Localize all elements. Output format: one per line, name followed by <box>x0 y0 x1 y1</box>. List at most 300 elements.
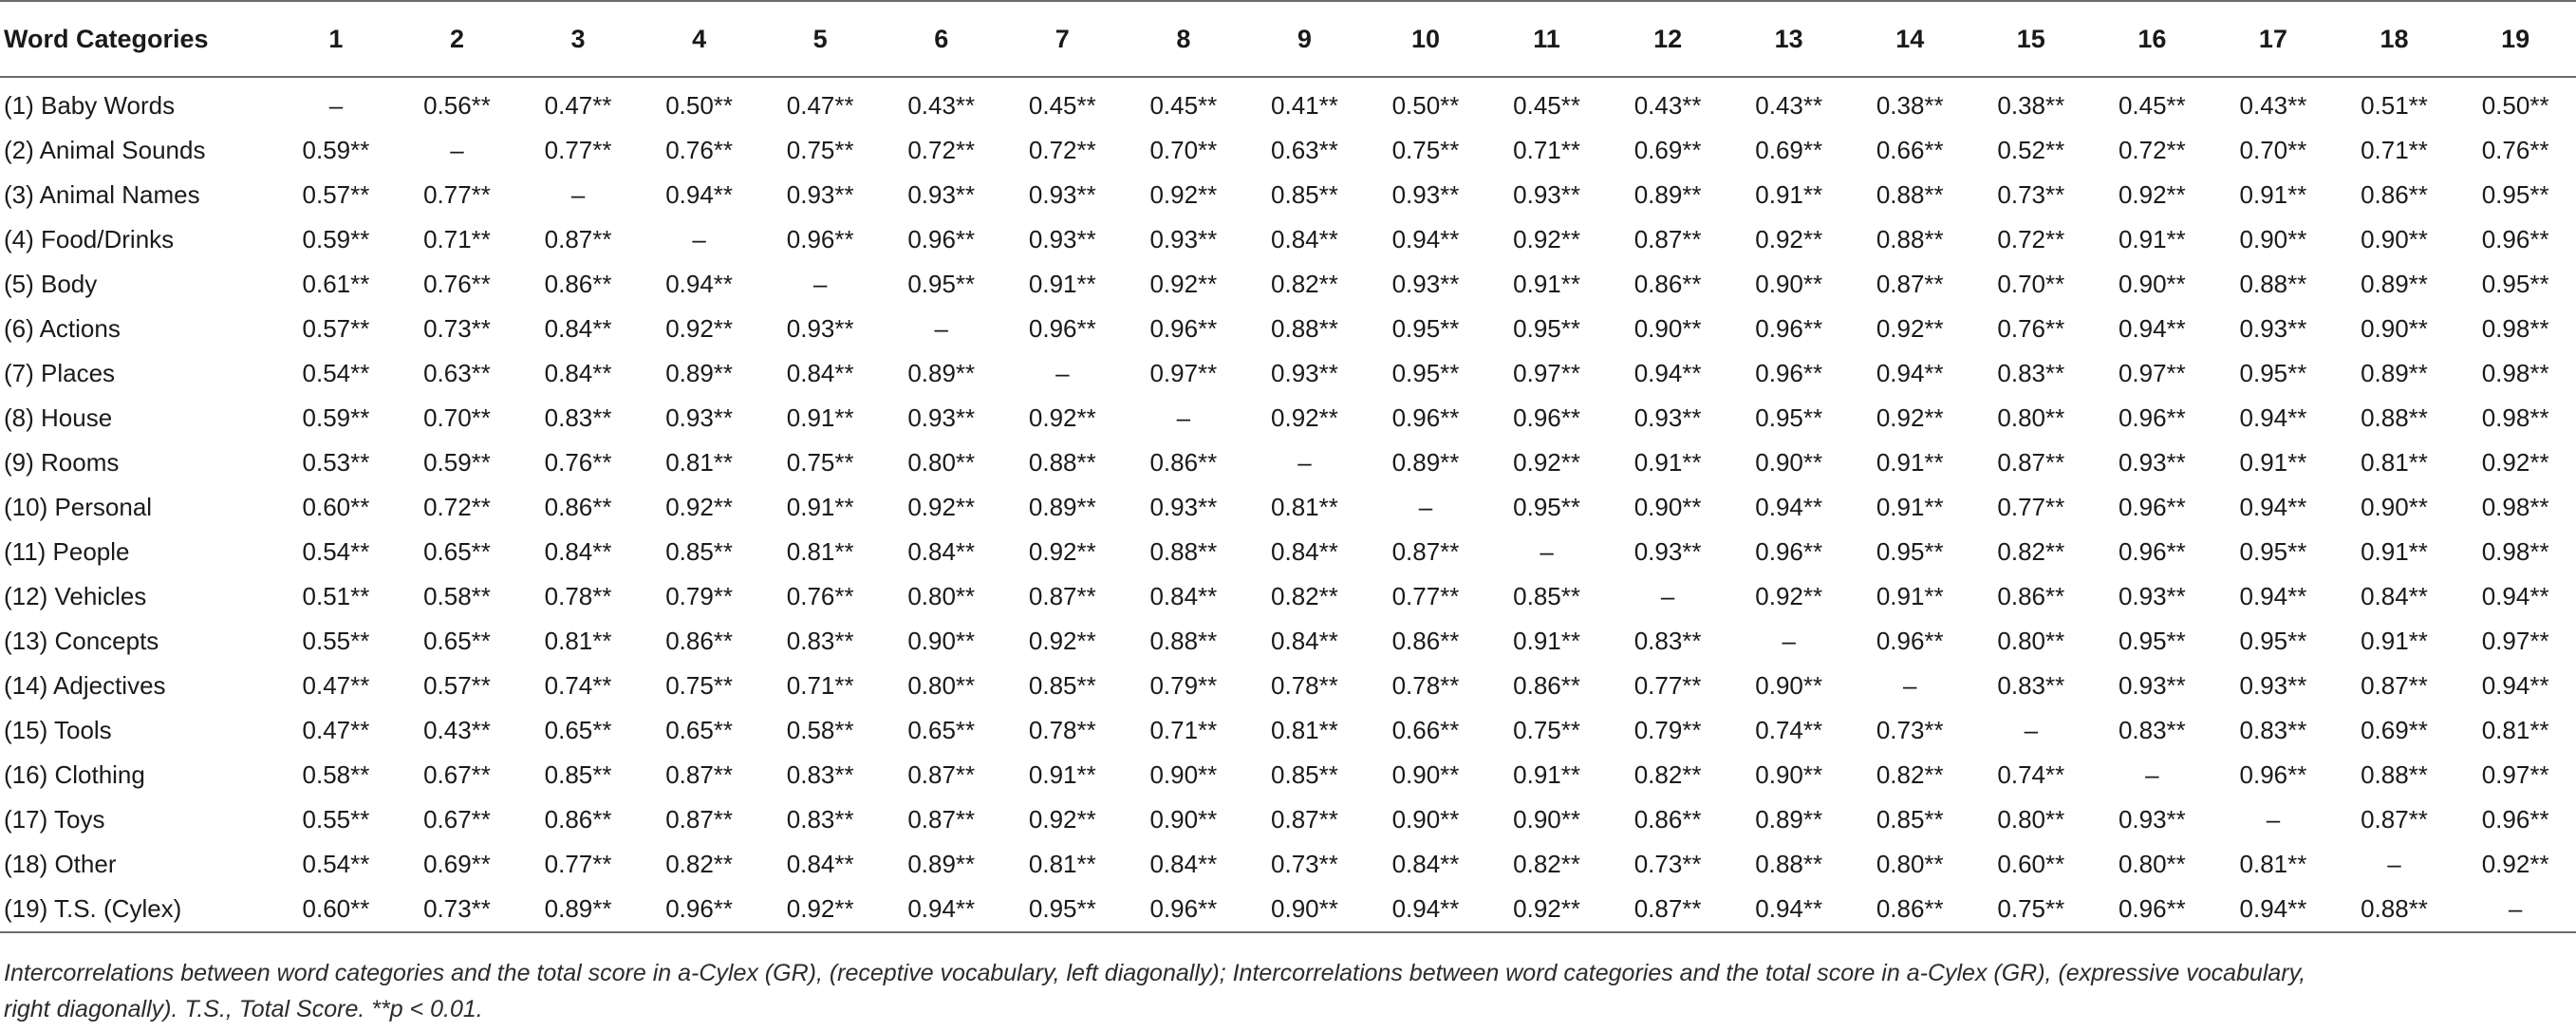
row-label: (8) House <box>4 403 113 432</box>
column-header-17: 17 <box>2212 1 2334 77</box>
correlation-cell: 0.95** <box>2239 627 2307 655</box>
correlation-cell: 0.93** <box>665 403 734 432</box>
table-row <box>0 842 2576 887</box>
correlation-cell: 0.84** <box>544 359 612 387</box>
correlation-cell: 0.91** <box>786 493 854 521</box>
table-row <box>0 77 2576 128</box>
correlation-cell: 0.72** <box>1028 136 1096 164</box>
table-row <box>0 217 2576 262</box>
column-header-12: 12 <box>1607 1 1728 77</box>
correlation-cell: 0.74** <box>1997 760 2065 789</box>
correlation-cell: 0.83** <box>786 760 854 789</box>
table-header <box>0 1 2576 77</box>
correlation-cell: 0.97** <box>2481 760 2549 789</box>
correlation-cell: 0.84** <box>1149 850 1218 878</box>
column-header-8: 8 <box>1123 1 1244 77</box>
correlation-cell: 0.92** <box>1149 270 1218 298</box>
correlation-cell: 0.69** <box>2361 716 2428 744</box>
correlation-cell: 0.80** <box>1876 850 1944 878</box>
correlation-cell: – <box>1055 359 1070 387</box>
correlation-cell: 0.90** <box>2118 270 2186 298</box>
correlation-cell: 0.91** <box>1633 448 1702 477</box>
row-label: (5) Body <box>4 270 98 298</box>
correlation-cell: 0.92** <box>1028 537 1096 566</box>
correlation-cell: 0.87** <box>1028 582 1096 610</box>
correlation-cell: 0.85** <box>544 760 612 789</box>
correlation-cell: 0.71** <box>786 671 854 700</box>
correlation-cell: 0.81** <box>786 537 854 566</box>
correlation-cell: 0.96** <box>2092 887 2213 932</box>
correlation-cell: 0.82** <box>1997 537 2065 566</box>
correlation-cell: 0.92** <box>1028 805 1096 834</box>
column-header-18: 18 <box>2334 1 2455 77</box>
correlation-cell: 0.94** <box>2239 493 2307 521</box>
correlation-cell: 0.84** <box>2361 582 2428 610</box>
footnote-line-2: right diagonally). T.S., Total Score. **p < 0.01. <box>4 996 483 1022</box>
correlation-cell: 0.43** <box>423 716 491 744</box>
correlation-cell: 0.66** <box>1876 136 1944 164</box>
row-label: (7) Places <box>4 359 116 387</box>
correlation-cell: 0.76** <box>786 582 854 610</box>
table-row <box>0 797 2576 842</box>
correlation-cell: 0.93** <box>2239 671 2307 700</box>
correlation-cell: 0.69** <box>1755 136 1823 164</box>
correlation-cell: 0.94** <box>1365 887 1486 932</box>
correlation-cell: 0.95** <box>2239 359 2307 387</box>
correlation-cell: 0.54** <box>302 537 370 566</box>
correlation-cell: 0.67** <box>423 760 491 789</box>
correlation-cell: 0.65** <box>665 716 734 744</box>
correlation-cell: 0.92** <box>1028 403 1096 432</box>
row-label: (9) Rooms <box>4 448 120 477</box>
correlation-cell: 0.65** <box>423 627 491 655</box>
correlation-cell: 0.75** <box>1970 887 2092 932</box>
column-header-13: 13 <box>1728 1 1850 77</box>
correlation-cell: – <box>934 314 948 343</box>
correlation-cell: 0.77** <box>1633 671 1702 700</box>
table-footnote <box>4 955 2567 1027</box>
row-label: (12) Vehicles <box>4 582 147 610</box>
correlation-cell: 0.83** <box>1633 627 1702 655</box>
correlation-cell: 0.78** <box>1028 716 1096 744</box>
correlation-cell: 0.98** <box>2481 314 2549 343</box>
correlation-cell: 0.83** <box>1997 671 2065 700</box>
correlation-cell: 0.84** <box>1391 850 1460 878</box>
correlation-cell: 0.93** <box>2118 582 2186 610</box>
correlation-cell: 0.77** <box>544 850 612 878</box>
correlation-cell: 0.81** <box>1028 850 1096 878</box>
correlation-cell: 0.87** <box>1633 225 1702 253</box>
correlation-cell: 0.75** <box>786 448 854 477</box>
correlation-cell: 0.50** <box>665 91 734 120</box>
correlation-cell: 0.75** <box>665 671 734 700</box>
correlation-cell: 0.83** <box>544 403 612 432</box>
correlation-cell: 0.91** <box>1876 582 1944 610</box>
correlation-cell: 0.91** <box>1513 627 1580 655</box>
correlation-cell: 0.59** <box>302 136 370 164</box>
correlation-cell: 0.90** <box>1149 760 1218 789</box>
column-header-16: 16 <box>2092 1 2213 77</box>
correlation-cell: – <box>1903 671 1917 700</box>
correlation-cell: 0.78** <box>1271 671 1338 700</box>
correlation-cell: 0.47** <box>786 91 854 120</box>
correlation-cell: 0.95** <box>1002 887 1124 932</box>
table-row <box>0 708 2576 753</box>
correlation-cell: 0.86** <box>1513 671 1580 700</box>
correlation-cell: 0.93** <box>786 314 854 343</box>
correlation-cell: 0.88** <box>1755 850 1823 878</box>
correlation-cell: 0.92** <box>2118 180 2186 209</box>
correlation-cell: 0.93** <box>2118 448 2186 477</box>
correlation-cell: 0.95** <box>2481 270 2549 298</box>
correlation-cell: 0.77** <box>544 136 612 164</box>
column-header-7: 7 <box>1002 1 1124 77</box>
correlation-cell: 0.82** <box>665 850 734 878</box>
correlation-cell: 0.93** <box>2239 314 2307 343</box>
correlation-cell: 0.63** <box>423 359 491 387</box>
correlation-cell: 0.90** <box>907 627 976 655</box>
correlation-cell: 0.96** <box>639 887 760 932</box>
column-header-2: 2 <box>397 1 518 77</box>
table-row <box>0 396 2576 441</box>
correlation-cell: 0.47** <box>302 716 370 744</box>
table-row <box>0 351 2576 396</box>
correlation-cell: 0.89** <box>1028 493 1096 521</box>
correlation-cell: 0.86** <box>1633 270 1702 298</box>
correlation-cell: 0.75** <box>1513 716 1580 744</box>
correlation-cell: 0.73** <box>1876 716 1944 744</box>
correlation-cell: 0.70** <box>2239 136 2307 164</box>
row-label: (18) Other <box>4 850 117 878</box>
correlation-cell: 0.92** <box>2481 850 2549 878</box>
correlation-cell: – <box>2455 887 2576 932</box>
correlation-cell: 0.90** <box>1755 671 1823 700</box>
correlation-cell: 0.96** <box>2118 403 2186 432</box>
row-label: (2) Animal Sounds <box>4 136 206 164</box>
correlation-cell: – <box>1297 448 1312 477</box>
correlation-cell: 0.88** <box>1876 225 1944 253</box>
correlation-cell: 0.45** <box>1513 91 1580 120</box>
correlation-cell: 0.93** <box>1633 537 1702 566</box>
correlation-cell: 0.87** <box>2361 671 2428 700</box>
column-header-15: 15 <box>1970 1 2092 77</box>
correlation-cell: 0.92** <box>1486 887 1608 932</box>
correlation-cell: 0.96** <box>1755 314 1823 343</box>
correlation-cell: 0.74** <box>544 671 612 700</box>
correlation-cell: 0.96** <box>1755 359 1823 387</box>
column-header-1: 1 <box>275 1 397 77</box>
correlation-cell: 0.97** <box>2481 627 2549 655</box>
correlation-cell: 0.93** <box>1391 180 1460 209</box>
correlation-cell: 0.61** <box>302 270 370 298</box>
correlation-cell: – <box>2387 850 2401 878</box>
correlation-cell: 0.94** <box>665 180 734 209</box>
correlation-cell: 0.55** <box>302 805 370 834</box>
correlation-cell: 0.95** <box>1391 314 1460 343</box>
correlation-cell: 0.91** <box>1513 270 1580 298</box>
correlation-cell: 0.96** <box>907 225 976 253</box>
correlation-cell: 0.73** <box>423 314 491 343</box>
row-label: (6) Actions <box>4 314 121 343</box>
correlation-cell: 0.95** <box>1755 403 1823 432</box>
correlation-cell: 0.90** <box>1391 805 1460 834</box>
correlation-cell: 0.55** <box>302 627 370 655</box>
correlation-cell: 0.45** <box>2118 91 2186 120</box>
correlation-cell: 0.94** <box>1755 493 1823 521</box>
correlation-cell: 0.94** <box>881 887 1002 932</box>
row-label: (11) People <box>4 537 130 566</box>
correlation-cell: 0.73** <box>1997 180 2065 209</box>
correlation-cell: 0.87** <box>1391 537 1460 566</box>
correlation-cell: 0.54** <box>302 359 370 387</box>
correlation-cell: 0.57** <box>423 671 491 700</box>
correlation-cell: 0.47** <box>302 671 370 700</box>
correlation-cell: 0.59** <box>302 225 370 253</box>
correlation-cell: 0.92** <box>1876 314 1944 343</box>
correlation-cell: 0.80** <box>2118 850 2186 878</box>
row-label: (19) T.S. (Cylex) <box>0 887 275 932</box>
correlation-cell: 0.71** <box>423 225 491 253</box>
correlation-cell: 0.85** <box>1513 582 1580 610</box>
correlation-cell: 0.81** <box>1271 493 1338 521</box>
correlation-cell: 0.92** <box>1028 627 1096 655</box>
correlation-cell: 0.96** <box>2481 805 2549 834</box>
correlation-cell: 0.58** <box>423 582 491 610</box>
correlation-cell: 0.95** <box>2239 537 2307 566</box>
correlation-cell: 0.84** <box>544 537 612 566</box>
correlation-cell: 0.47** <box>544 91 612 120</box>
correlation-cell: 0.86** <box>1391 627 1460 655</box>
correlation-cell: 0.83** <box>786 805 854 834</box>
correlation-cell: 0.94** <box>2212 887 2334 932</box>
correlation-cell: 0.77** <box>1997 493 2065 521</box>
correlation-cell: 0.89** <box>2361 270 2428 298</box>
correlation-cell: 0.84** <box>1271 225 1338 253</box>
correlation-cell: 0.86** <box>544 270 612 298</box>
correlation-cell: 0.82** <box>1633 760 1702 789</box>
correlation-cell: 0.84** <box>1271 537 1338 566</box>
correlation-cell: 0.85** <box>1271 180 1338 209</box>
correlation-cell: – <box>328 91 344 120</box>
table-row <box>0 128 2576 173</box>
correlation-cell: 0.85** <box>1271 760 1338 789</box>
correlation-cell: 0.92** <box>665 493 734 521</box>
correlation-cell: 0.87** <box>1997 448 2065 477</box>
table-row <box>0 173 2576 217</box>
correlation-cell: 0.45** <box>1028 91 1096 120</box>
correlation-cell: – <box>2024 716 2039 744</box>
correlation-cell: 0.94** <box>2118 314 2186 343</box>
correlation-cell: 0.88** <box>1028 448 1096 477</box>
correlation-cell: 0.81** <box>2481 716 2549 744</box>
correlation-cell: 0.96** <box>1028 314 1096 343</box>
column-header-5: 5 <box>759 1 881 77</box>
correlation-cell: 0.53** <box>302 448 370 477</box>
correlation-cell: 0.43** <box>2239 91 2307 120</box>
correlation-cell: 0.91** <box>2118 225 2186 253</box>
correlation-cell: 0.90** <box>2239 225 2307 253</box>
correlation-cell: 0.89** <box>517 887 639 932</box>
correlation-cell: 0.86** <box>544 493 612 521</box>
correlation-cell: 0.80** <box>1997 805 2065 834</box>
correlation-cell: 0.87** <box>1607 887 1728 932</box>
correlation-cell: 0.76** <box>665 136 734 164</box>
correlation-cell: 0.58** <box>302 760 370 789</box>
correlation-cell: 0.97** <box>1149 359 1218 387</box>
correlation-cell: 0.83** <box>1997 359 2065 387</box>
correlation-cell: 0.77** <box>1391 582 1460 610</box>
table-row <box>0 574 2576 619</box>
correlation-cell: 0.93** <box>1391 270 1460 298</box>
correlation-cell: 0.43** <box>1633 91 1702 120</box>
correlation-cell: 0.93** <box>1149 225 1218 253</box>
correlation-cell: 0.93** <box>907 180 976 209</box>
correlation-cell: 0.81** <box>2239 850 2307 878</box>
correlation-cell: 0.65** <box>544 716 612 744</box>
correlation-cell: 0.83** <box>786 627 854 655</box>
correlation-cell: 0.80** <box>907 448 976 477</box>
correlation-cell: – <box>1418 493 1433 521</box>
correlation-cell: 0.82** <box>1271 270 1338 298</box>
correlation-cell: 0.91** <box>1755 180 1823 209</box>
correlation-cell: 0.79** <box>665 582 734 610</box>
table-row <box>0 887 2576 932</box>
table-row <box>0 664 2576 708</box>
correlation-cell: 0.96** <box>1755 537 1823 566</box>
correlation-cell: 0.70** <box>423 403 491 432</box>
correlation-cell: 0.88** <box>2334 887 2455 932</box>
correlation-cell: 0.91** <box>1876 448 1944 477</box>
correlation-cell: – <box>812 270 828 298</box>
correlation-cell: 0.38** <box>1876 91 1944 120</box>
row-label: (10) Personal <box>4 493 153 521</box>
row-label: (13) Concepts <box>4 627 159 655</box>
column-header-11: 11 <box>1486 1 1608 77</box>
correlation-cell: 0.87** <box>907 805 976 834</box>
correlation-cell: 0.92** <box>1755 225 1823 253</box>
correlation-cell: 0.96** <box>1391 403 1460 432</box>
correlation-cell: 0.51** <box>302 582 370 610</box>
correlation-cell: 0.41** <box>1271 91 1338 120</box>
correlation-cell: 0.94** <box>1391 225 1460 253</box>
correlation-cell: 0.96** <box>1876 627 1944 655</box>
correlation-cell: 0.80** <box>1997 627 2065 655</box>
correlation-cell: 0.69** <box>423 850 491 878</box>
column-header-9: 9 <box>1244 1 1366 77</box>
correlation-cell: 0.96** <box>1149 314 1218 343</box>
correlation-cell: 0.59** <box>423 448 491 477</box>
correlation-cell: 0.90** <box>2361 493 2428 521</box>
correlation-cell: 0.91** <box>2239 180 2307 209</box>
correlation-cell: 0.87** <box>665 805 734 834</box>
correlation-cell: 0.85** <box>665 537 734 566</box>
correlation-cell: 0.73** <box>397 887 518 932</box>
correlation-cell: 0.88** <box>2361 403 2428 432</box>
correlation-cell: 0.89** <box>665 359 734 387</box>
correlation-cell: 0.78** <box>1391 671 1460 700</box>
correlation-cell: 0.43** <box>1755 91 1823 120</box>
correlation-cell: 0.86** <box>1997 582 2065 610</box>
correlation-cell: 0.38** <box>1997 91 2065 120</box>
table-body <box>0 77 2576 932</box>
correlation-cell: 0.95** <box>2118 627 2186 655</box>
correlation-cell: 0.70** <box>1149 136 1218 164</box>
correlation-cell: 0.91** <box>786 403 854 432</box>
correlation-cell: 0.79** <box>1149 671 1218 700</box>
correlation-cell: 0.77** <box>423 180 491 209</box>
correlation-cell: 0.93** <box>1149 493 1218 521</box>
table-row <box>0 485 2576 530</box>
row-label: (15) Tools <box>4 716 112 744</box>
correlation-cell: 0.81** <box>665 448 734 477</box>
correlation-cell: 0.74** <box>1755 716 1823 744</box>
correlation-cell: 0.51** <box>2361 91 2428 120</box>
correlation-cell: 0.84** <box>786 359 854 387</box>
correlation-cell: 0.72** <box>1997 225 2065 253</box>
correlation-cell: 0.75** <box>1391 136 1460 164</box>
correlation-cell: 0.89** <box>2361 359 2428 387</box>
correlation-cell: 0.67** <box>423 805 491 834</box>
correlation-cell: 0.80** <box>907 671 976 700</box>
column-header-3: 3 <box>517 1 639 77</box>
correlation-cell: 0.88** <box>2361 760 2428 789</box>
row-label: (16) Clothing <box>4 760 145 789</box>
correlation-cell: 0.89** <box>1633 180 1702 209</box>
correlation-cell: 0.52** <box>1997 136 2065 164</box>
correlation-cell: – <box>2145 760 2159 789</box>
correlation-cell: 0.89** <box>907 850 976 878</box>
correlation-cell: 0.82** <box>1876 760 1944 789</box>
correlation-cell: 0.91** <box>1876 493 1944 521</box>
correlation-cell: 0.69** <box>1633 136 1702 164</box>
correlation-cell: 0.90** <box>1149 805 1218 834</box>
correlation-cell: 0.63** <box>1271 136 1338 164</box>
correlation-cell: 0.71** <box>2361 136 2428 164</box>
correlation-cell: 0.50** <box>2481 91 2549 120</box>
row-label: (14) Adjectives <box>4 671 166 700</box>
correlation-cell: 0.92** <box>2481 448 2549 477</box>
correlation-cell: 0.98** <box>2481 403 2549 432</box>
correlation-cell: 0.93** <box>2118 805 2186 834</box>
correlation-cell: 0.83** <box>2239 716 2307 744</box>
table-row <box>0 753 2576 797</box>
correlation-cell: 0.84** <box>907 537 976 566</box>
correlation-cell: 0.50** <box>1391 91 1460 120</box>
correlation-cell: 0.60** <box>275 887 397 932</box>
correlation-cell: 0.91** <box>2361 627 2428 655</box>
correlation-cell: 0.87** <box>1876 270 1944 298</box>
correlation-cell: 0.78** <box>544 582 612 610</box>
row-label: (17) Toys <box>4 805 105 834</box>
correlation-cell: – <box>450 136 464 164</box>
column-header-19: 19 <box>2455 1 2576 77</box>
correlation-cell: 0.73** <box>1633 850 1702 878</box>
correlation-cell: 0.95** <box>1513 314 1580 343</box>
correlation-cell: 0.60** <box>302 493 370 521</box>
correlation-cell: 0.96** <box>1123 887 1244 932</box>
correlation-cell: 0.57** <box>302 180 370 209</box>
column-header-word-categories: Word Categories <box>0 1 275 77</box>
correlation-cell: 0.92** <box>759 887 881 932</box>
correlation-cell: 0.88** <box>1271 314 1338 343</box>
correlation-cell: 0.89** <box>907 359 976 387</box>
correlation-cell: 0.95** <box>1513 493 1580 521</box>
correlation-cell: 0.96** <box>2239 760 2307 789</box>
correlation-cell: 0.90** <box>1755 270 1823 298</box>
correlation-cell: 0.95** <box>1391 359 1460 387</box>
correlation-cell: 0.87** <box>1271 805 1338 834</box>
correlation-cell: 0.76** <box>1997 314 2065 343</box>
